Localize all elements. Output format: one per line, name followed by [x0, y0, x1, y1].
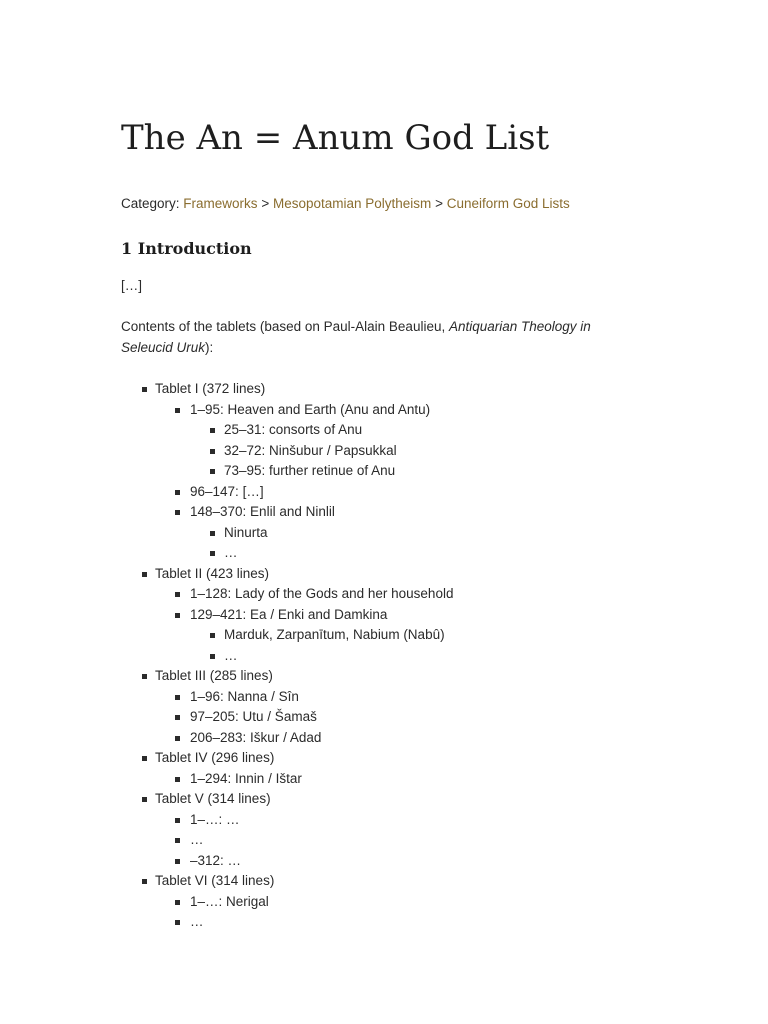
- tablet-label: Tablet III (285 lines): [155, 668, 273, 683]
- tablet-contents-list: [121, 379, 453, 933]
- contents-outro: ):: [205, 339, 214, 355]
- section-item: [155, 584, 453, 605]
- section-item: [155, 502, 453, 564]
- tablet-label: Tablet II (423 lines): [155, 565, 270, 581]
- section-label: 148–370: Enlil and Ninlil: [190, 504, 335, 519]
- tablet-item: [121, 871, 453, 933]
- subsection-label: Ninurta: [224, 524, 268, 540]
- subsection-item: [190, 441, 453, 462]
- section-item: [155, 707, 453, 728]
- subsection-label: …: [224, 545, 238, 560]
- tablet-item: [121, 564, 453, 667]
- subsection-list: [190, 523, 453, 564]
- tablet-label: Tablet VI (314 lines): [155, 873, 275, 888]
- subsection-label: …: [224, 647, 238, 663]
- section-list: [155, 687, 453, 749]
- contents-paragraph: [121, 317, 621, 358]
- subsection-list: [190, 420, 453, 482]
- section-label: 1–128: Lady of the Gods and her household: [190, 586, 454, 601]
- section-item: [155, 892, 453, 913]
- category-link-frameworks[interactable]: Frameworks: [183, 196, 258, 211]
- section-label: …: [190, 914, 204, 929]
- tablet-label: Tablet IV (296 lines): [155, 750, 275, 765]
- section-item: [155, 400, 453, 482]
- section-item: [155, 482, 453, 503]
- contents-intro: Contents of the tablets (based on Paul-Alain Beaulieu,: [121, 319, 449, 334]
- section-label: 96–147:: [190, 483, 243, 499]
- subsection-item: [190, 461, 453, 482]
- tablet-item: [121, 789, 453, 871]
- tablet-item: [121, 379, 453, 564]
- section-list: [155, 810, 453, 872]
- tablet-label: Tablet I (372 lines): [155, 381, 266, 396]
- subsection-label: 73–95: further retinue of Anu: [224, 463, 396, 478]
- section-label: 1–95: Heaven and Earth (Anu and Antu): [190, 401, 431, 417]
- section-label: 206–283: Iškur / Adad: [190, 729, 322, 745]
- subsection-item: [190, 543, 453, 564]
- section-label: 1–96: Nanna / Sîn: [190, 688, 299, 704]
- section-label: 1–…: …: [190, 811, 240, 827]
- section-list: [155, 892, 453, 933]
- tablet-list: [121, 379, 453, 933]
- section-list: [155, 769, 453, 790]
- book-title: Antiquarian Theology in Seleucid Uruk: [121, 319, 591, 355]
- section-list: [155, 584, 453, 666]
- elided-paragraph: […]: [121, 278, 143, 293]
- section-item: [155, 605, 453, 667]
- subsection-item: [190, 420, 453, 441]
- section-label: –312: …: [190, 852, 242, 868]
- category-label: Category:: [121, 196, 180, 211]
- section-item: [155, 912, 453, 933]
- section-list: [155, 400, 453, 564]
- section-item: [155, 728, 453, 749]
- tablet-item: [121, 666, 453, 748]
- subsection-label: Marduk, Zarpanītum, Nabium (Nabû): [224, 627, 445, 642]
- breadcrumb-separator: >: [435, 196, 443, 211]
- section-item: [155, 830, 453, 851]
- section-label: 129–421: Ea / Enki and Damkina: [190, 606, 388, 622]
- section-item: [155, 687, 453, 708]
- section-item: [155, 769, 453, 790]
- section-label: …: [190, 832, 204, 847]
- subsection-item: [190, 523, 453, 544]
- subsection-list: [190, 625, 453, 666]
- subsection-item: [190, 625, 453, 646]
- tablet-label: Tablet V (314 lines): [155, 791, 271, 806]
- page-title: The An = Anum God List: [121, 118, 550, 158]
- tablet-item: [121, 748, 453, 789]
- category-breadcrumb: [121, 194, 570, 214]
- section-label: 1–…: Nerigal: [190, 893, 269, 909]
- section-label: 97–205: Utu / Šamaš: [190, 709, 317, 724]
- subsection-label: 32–72: Ninšubur / Papsukkal: [224, 442, 397, 458]
- section-label: 1–294: Innin / Ištar: [190, 770, 302, 786]
- section-item: [155, 810, 453, 831]
- category-link-cuneiform-god-lists[interactable]: Cuneiform God Lists: [446, 196, 570, 211]
- breadcrumb-separator: >: [261, 196, 270, 211]
- section-heading-introduction: 1 Introduction: [121, 239, 252, 258]
- subsection-item: [190, 646, 453, 667]
- subsection-label: 25–31: consorts of Anu: [224, 422, 363, 437]
- elided-link[interactable]: […]: [242, 483, 264, 499]
- section-item: [155, 851, 453, 872]
- category-link-mesopotamian-polytheism[interactable]: Mesopotamian Polytheism: [272, 196, 432, 211]
